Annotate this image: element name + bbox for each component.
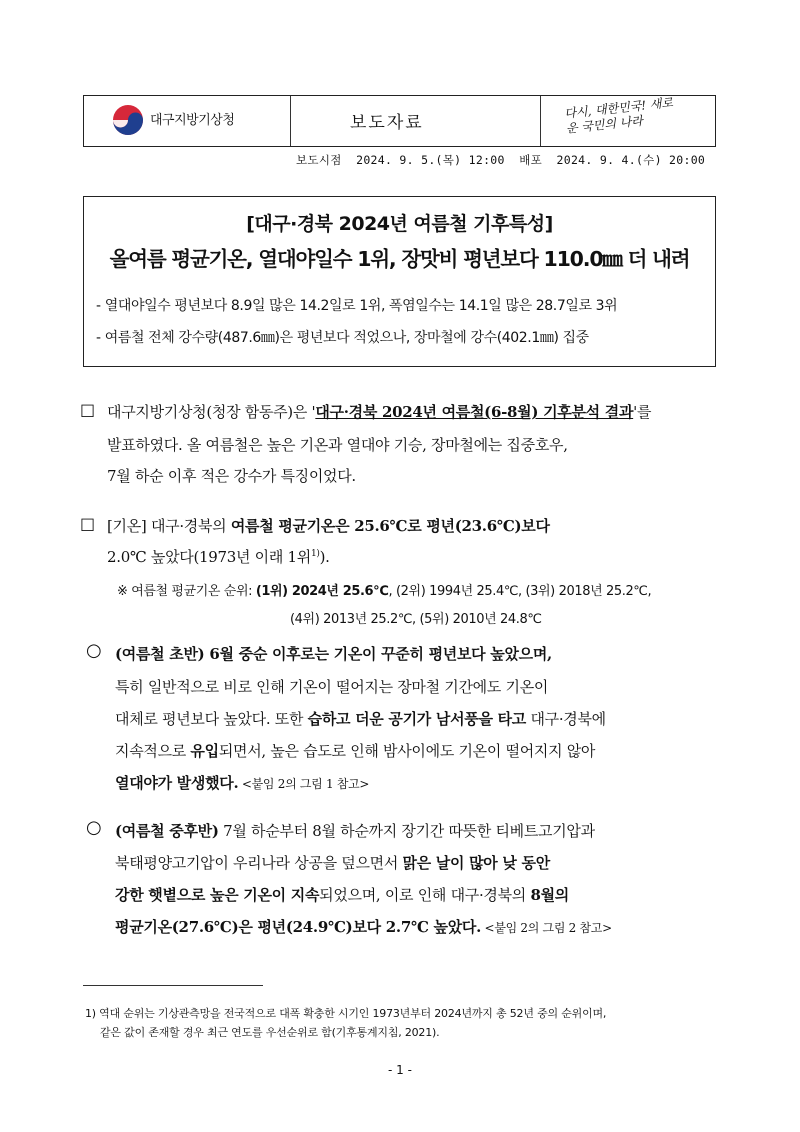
paragraph-4-line: 북태평양고기압이 우리나라 상공을 덮으면서 맑은 날이 많아 낮 동안 bbox=[115, 854, 550, 872]
paragraph-1-line: 대구지방기상청(청장 함동주)은 '대구·경북 2024년 여름철(6-8월) 기후분석 결과'를 bbox=[107, 403, 652, 421]
slogan-signature: 다시, 대한민국! 새로운 국민의 나라 bbox=[563, 95, 674, 136]
document-type: 보도자료 bbox=[350, 113, 424, 133]
release-label: 보도시점 bbox=[296, 153, 342, 167]
footnote-divider bbox=[83, 985, 263, 986]
paragraph-2-line: 2.0℃ 높았다(1973년 이래 1위$^{1)}$). bbox=[107, 548, 330, 566]
distribute-label: 배포 bbox=[519, 153, 543, 167]
report-title: 대구·경북 2024년 여름철(6-8월) 기후분석 결과 bbox=[315, 403, 634, 421]
page-number: - 1 - bbox=[388, 1063, 412, 1077]
square-bullet: □ bbox=[80, 400, 96, 419]
release-timing bbox=[296, 152, 705, 168]
circle-bullet: ○ bbox=[86, 640, 102, 661]
ranking-note: ※ 여름철 평균기온 순위: (1위) 2024년 25.6℃, (2위) 1994년 25.4℃, (3위) 2018년 25.2℃, bbox=[117, 584, 652, 599]
distribute-time: 2024. 9. 4.(수) 20:00 bbox=[556, 153, 706, 167]
footnote-ref: 1) bbox=[310, 549, 320, 559]
paragraph-3-line: 열대야가 발생했다. <붙임 2의 그림 1 참고> bbox=[115, 774, 370, 792]
summary-bullet: - 열대야일수 평년보다 8.9일 많은 14.2일로 1위, 폭염일수는 14.1일 많은 28.7일로 3위 bbox=[96, 298, 618, 314]
release-time: 2024. 9. 5.(목) 12:00 bbox=[356, 153, 505, 167]
summary-bullet: - 여름철 전체 강수량(487.6㎜)은 평년보다 적었으나, 장마철에 강수(402.1㎜) 집중 bbox=[96, 330, 589, 346]
government-emblem-icon bbox=[112, 104, 144, 136]
paragraph-4-line: 평균기온(27.6℃)은 평년(24.9℃)보다 2.7℃ 높았다. <붙임 2의 그림 2 참고> bbox=[115, 918, 612, 936]
organization-name: 대구지방기상청 bbox=[150, 113, 235, 128]
paragraph-4-line: 강한 햇볕으로 높은 기온이 지속되었으며, 이로 인해 대구·경북의 8월의 bbox=[115, 886, 569, 904]
title: [대구·경북 2024년 여름철 기후특성] bbox=[246, 213, 553, 235]
paragraph-4-line: (여름철 중후반) 7월 하순부터 8월 하순까지 장기간 따뜻한 티베트고기압과 bbox=[115, 822, 595, 840]
paragraph-3-line: 특히 일반적으로 비로 인해 기온이 떨어지는 장마철 기간에도 기온이 bbox=[115, 678, 549, 696]
footnote-text: 1) 역대 순위는 기상관측망을 전국적으로 대폭 확충한 시기인 1973년부터 2024년까지 총 52년 중의 순위이며, bbox=[85, 1007, 607, 1020]
paragraph-3-line: 지속적으로 유입되면서, 높은 습도로 인해 밤사이에도 기온이 떨어지지 않아 bbox=[115, 742, 596, 760]
paragraph-1-line: 7월 하순 이후 적은 강수가 특징이었다. bbox=[107, 467, 356, 485]
paragraph-3-line: 대체로 평년보다 높았다. 또한 습하고 더운 공기가 남서풍을 타고 대구·경북에 bbox=[115, 710, 606, 728]
circle-bullet: ○ bbox=[86, 817, 102, 838]
headline: 올여름 평균기온, 열대야일수 1위, 장맛비 평년보다 110.0㎜ 더 내려 bbox=[109, 247, 690, 271]
footnote-text: 같은 값이 존재할 경우 최근 연도를 우선순위로 함(기후통계지침, 2021). bbox=[100, 1026, 440, 1039]
paragraph-1-line: 발표하였다. 올 여름철은 높은 기온과 열대야 기승, 장마철에는 집중호우, bbox=[107, 436, 568, 454]
paragraph-2-line: [기온] 대구·경북의 여름철 평균기온은 25.6℃로 평년(23.6℃)보다 bbox=[107, 517, 550, 535]
paragraph-3-line: (여름철 초반) 6월 중순 이후로는 기온이 꾸준히 평년보다 높았으며, bbox=[115, 645, 552, 663]
square-bullet: □ bbox=[80, 514, 96, 533]
ranking-note: (4위) 2013년 25.2℃, (5위) 2010년 24.8℃ bbox=[290, 612, 542, 627]
